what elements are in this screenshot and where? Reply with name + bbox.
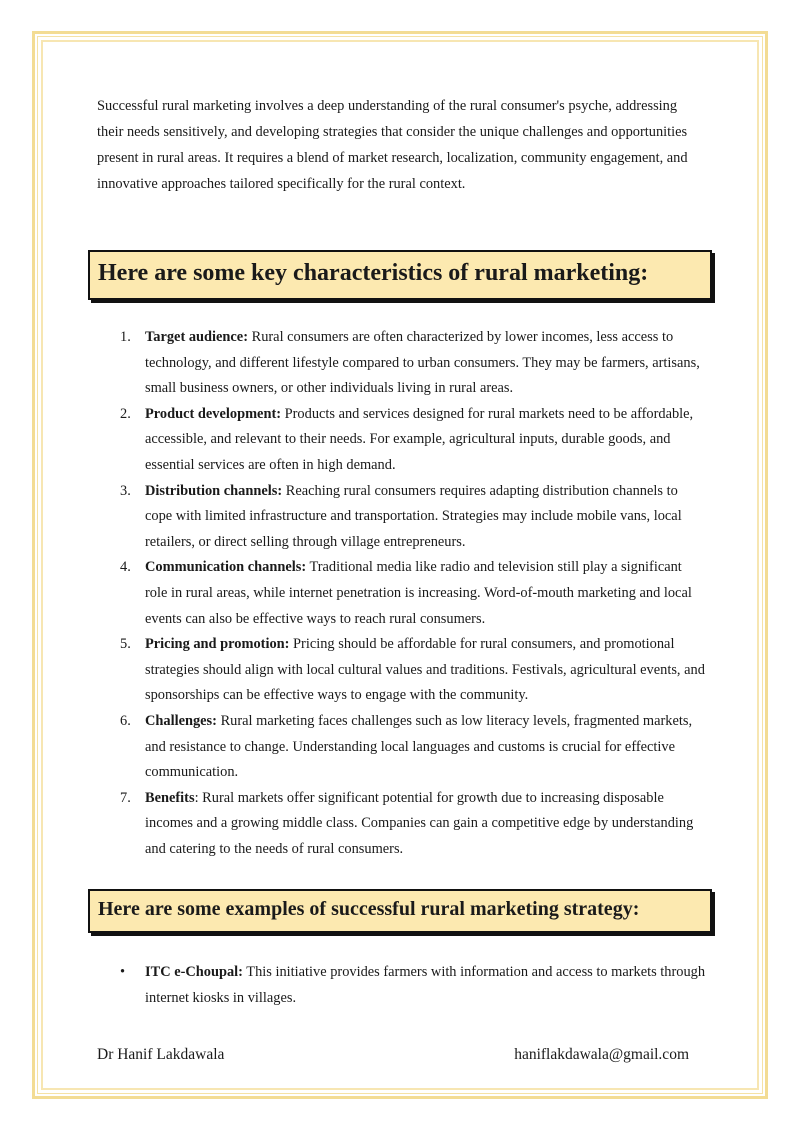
list-item-term: Distribution channels: <box>145 482 283 499</box>
list-item <box>116 959 706 1011</box>
list-item <box>116 709 706 786</box>
footer-author: Dr Hanif Lakdawala <box>97 1046 225 1063</box>
list-item-term: Pricing and promotion: <box>145 636 290 653</box>
characteristics-list <box>116 325 706 862</box>
bullet-icon: • <box>120 964 126 980</box>
list-number: 5. <box>120 636 131 653</box>
list-item-term: ITC e-Choupal: <box>145 964 243 980</box>
list-item-text: This initiative provides farmers with information and access to markets through internet kiosks in villages. <box>145 964 706 1006</box>
list-item-text: Traditional media like radio and television still play a significant role in rural areas, while internet penetration is increasing. Word-of-mouth marketing and local events can also be effective ways to reach rural consumers. <box>145 559 692 627</box>
examples-list <box>116 959 706 1011</box>
list-number: 4. <box>120 559 131 576</box>
section-heading-examples: Here are some examples of successful rural marketing strategy: <box>88 889 712 933</box>
list-item-text: : Rural markets offer significant potential for growth due to increasing disposable incomes and a growing middle class. Companies can gain a competitive edge by understanding and catering to the needs of rural consumers. <box>145 789 694 857</box>
section-heading-characteristics: Here are some key characteristics of rural marketing: <box>88 250 712 300</box>
list-item <box>116 402 706 479</box>
list-number: 6. <box>120 712 131 729</box>
list-item-text: Products and services designed for rural markets need to be affordable, accessible, and relevant to their needs. For example, agricultural inputs, durable goods, and essential services are often in high demand. <box>145 405 694 473</box>
intro-paragraph: Successful rural marketing involves a deep understanding of the rural consumer's psyche, addressing their needs sensitively, and developing strategies that consider the unique challenges and opportunities present in rural areas. It requires a blend of market research, localization, community engagement, and innovative approaches tailored specifically for the rural context. <box>97 98 688 192</box>
list-item <box>116 555 706 632</box>
list-item-text: Pricing should be affordable for rural consumers, and promotional strategies should align with local cultural values and traditions. Festivals, agricultural events, and sponsorships can be effective ways to engage with the community. <box>145 636 705 704</box>
list-item-term: Product development: <box>145 405 282 422</box>
list-item-text: Reaching rural consumers requires adapting distribution channels to cope with limited infrastructure and transportation. Strategies may include mobile vans, local retailers, or direct selling through village entrepreneurs. <box>145 482 682 550</box>
list-item <box>116 325 706 402</box>
list-number: 3. <box>120 482 131 499</box>
list-number: 7. <box>120 789 131 806</box>
list-item <box>116 479 706 556</box>
list-item-term: Communication channels: <box>145 559 307 576</box>
list-number: 1. <box>120 329 131 345</box>
list-item-text: Rural marketing faces challenges such as low literacy levels, fragmented markets, and resistance to change. Understanding local languages and customs is crucial for effective communication. <box>145 712 693 781</box>
list-item-term: Challenges: <box>145 712 217 729</box>
list-number: 2. <box>120 405 131 422</box>
list-item <box>116 786 706 863</box>
list-item-term: Benefits <box>145 789 195 806</box>
list-item-text: Rural consumers are often characterized by lower incomes, less access to technology, and different lifestyle compared to urban consumers. They may be farmers, artisans, small business owners, or other individuals living in rural areas. <box>145 329 700 397</box>
list-item <box>116 632 706 709</box>
list-item-term: Target audience: <box>145 329 248 345</box>
footer-email: haniflakdawala@gmail.com <box>514 1046 689 1063</box>
